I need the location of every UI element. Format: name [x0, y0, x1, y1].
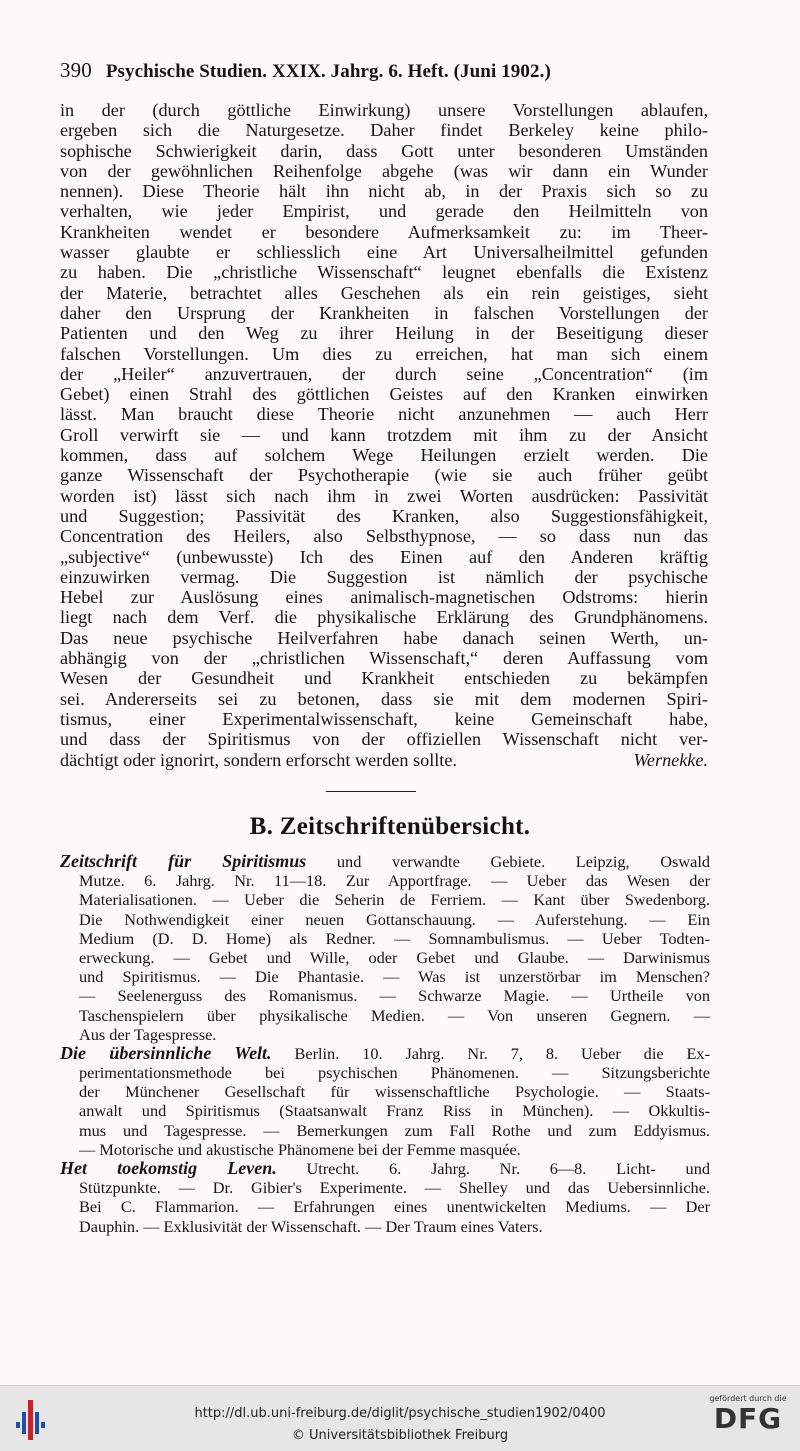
- body-line: Hebel zur Auslösung eines animalisch-magnetischen Odstroms: hierin: [60, 587, 708, 608]
- author-signature: Wernekke.: [633, 749, 708, 770]
- body-line-text: dächtigt oder ignorirt, sondern erforscht werden sollte.: [60, 749, 457, 770]
- review-line: perimentationsmethode bei psychischen Phänomenen. — Sitzungsberichte: [79, 1063, 710, 1083]
- body-line: nennen). Diese Theorie hält ihn nicht ab, in der Praxis sich so zu: [60, 181, 708, 202]
- body-line: Gebet) einen Strahl des göttlichen Geistes auf den Kranken einwirken: [60, 384, 708, 405]
- review-first-line: [60, 1044, 710, 1063]
- review-line: Stützpunkte. — Dr. Gibier's Experimente. — Shelley und das Uebersinnliche.: [79, 1178, 710, 1198]
- journal-review: [60, 1159, 710, 1236]
- body-line: der „Heiler“ anzuvertrauen, der durch seine „Concentration“ (im: [60, 363, 708, 384]
- review-line: — Motorische und akustische Phänomene bei der Femme masquée.: [79, 1139, 521, 1159]
- section-divider: [326, 791, 416, 792]
- review-line: erweckung. — Gebet und Wille, oder Gebet und Glaube. — Darwinismus: [79, 947, 710, 967]
- body-line: ergeben sich die Naturgesetze. Daher findet Berkeley keine philo-: [60, 120, 708, 141]
- review-line: — Seelenerguss des Romanismus. — Schwarze Magie. — Urtheile von: [79, 986, 710, 1006]
- source-url-link[interactable]: http://dl.ub.uni-freiburg.de/diglit/psychische_studien1902/0400: [194, 1406, 606, 1421]
- review-line: Taschenspielern über physikalische Medien. — Von unseren Gegnern. —: [79, 1005, 710, 1025]
- copyright-notice: © Universitätsbibliothek Freiburg: [291, 1428, 509, 1443]
- review-text: und verwandte Gebiete. Leipzig, Oswald: [336, 852, 710, 871]
- review-line: mus und Tagespresse. — Bemerkungen zum Fall Rothe und zum Eddyismus.: [79, 1120, 710, 1140]
- body-line: kommen, dass auf solchem Wege Heilungen erzielt werden. Die: [60, 445, 708, 466]
- article-body: [60, 100, 708, 770]
- body-line: sophische Schwierigkeit darin, dass Gott unter besonderen Umständen: [60, 140, 708, 161]
- journal-title: Die übersinnliche Welt.: [60, 1043, 272, 1063]
- review-line: anwalt und Spiritismus (Staatsanwalt Franz Riss in München). — Okkultis-: [79, 1101, 710, 1121]
- body-line: Krankheiten wendet er besondere Aufmerksamkeit zu: im Theer-: [60, 221, 708, 242]
- body-line: und dass der Spiritismus von der offiziellen Wissenschaft nicht ver-: [60, 729, 708, 750]
- body-line: verhalten, wie jeder Empirist, und gerade den Heilmitteln von: [60, 201, 708, 222]
- body-line: in der (durch göttliche Einwirkung) unsere Vorstellungen ablaufen,: [60, 100, 708, 120]
- body-line: daher den Ursprung der Krankheiten in falschen Vorstellungen der: [60, 302, 708, 323]
- body-line: der Materie, betrachtet alles Geschehen als ein rein geistiges, sieht: [60, 282, 708, 303]
- journal-review-list: [60, 852, 710, 1236]
- review-line: Die Nothwendigkeit einer neuen Gottanschauung. — Auferstehung. — Ein: [79, 909, 710, 929]
- body-line: Wesen der Gesundheit und Krankheit entschieden zu bekämpfen: [60, 668, 708, 689]
- body-line: einzuwirken vermag. Die Suggestion ist nämlich der psychische: [60, 566, 708, 587]
- journal-title: Het toekomstig Leven.: [60, 1159, 277, 1178]
- review-text: Utrecht. 6. Jahrg. Nr. 6—8. Licht- und: [306, 1159, 710, 1178]
- journal-review: [60, 852, 710, 1044]
- dfg-logo-text: DFG: [713, 1402, 783, 1435]
- body-line: Patienten und den Weg zu ihrer Heilung in der Beseitigung dieser: [60, 323, 708, 344]
- body-line: liegt nach dem Verf. die physikalische Erklärung des Grundphänomens.: [60, 607, 708, 628]
- body-line: von der gewöhnlichen Reihenfolge abgehe (was wir dann ein Wunder: [60, 160, 708, 181]
- body-line: abhängig von der „christlichen Wissenschaft,“ deren Auffassung vom: [60, 648, 708, 669]
- review-first-line: [60, 1159, 710, 1178]
- body-line: Das neue psychische Heilverfahren habe danach seinen Werth, un-: [60, 627, 708, 648]
- review-line: Mutze. 6. Jahrg. Nr. 11—18. Zur Apportfrage. — Ueber das Wesen der: [79, 871, 710, 891]
- body-line: sei. Andererseits sei zu betonen, dass sie mit dem modernen Spiri-: [60, 688, 708, 709]
- review-line: und Spiritismus. — Die Phantasie. — Was ist unzerstörbar im Menschen?: [79, 967, 710, 987]
- body-line: falschen Vorstellungen. Um dies zu erreichen, hat man sich einem: [60, 343, 708, 364]
- body-line: lässt. Man braucht diese Theorie nicht anzunehmen — auch Herr: [60, 404, 708, 425]
- body-line: tismus, einer Experimentalwissenschaft, keine Gemeinschaft habe,: [60, 708, 708, 729]
- running-title: Psychische Studien. XXIX. Jahrg. 6. Heft. (Juni 1902.): [105, 61, 551, 82]
- review-first-line: [60, 852, 710, 871]
- body-line: worden ist) lässt sich nach ihm in zwei Worten ausdrücken: Passivität: [60, 485, 708, 506]
- journal-title: Zeitschrift für Spiritismus: [60, 852, 307, 871]
- section-heading: B. Zeitschriftenübersicht.: [249, 813, 531, 840]
- body-line: und Suggestion; Passivität des Kranken, also Suggestionsfähigkeit,: [60, 505, 708, 526]
- body-line: wasser glaubte er schliesslich eine Art Universalheilmittel gefunden: [60, 242, 708, 263]
- review-line: Medium (D. D. Home) als Redner. — Somnambulismus. — Ueber Todten-: [79, 928, 710, 948]
- body-line: Concentration des Heilers, also Selbsthypnose, — so dass nun das: [60, 526, 708, 547]
- viewer-footer: [0, 1385, 800, 1451]
- review-line: Bei C. Flammarion. — Erfahrungen eines unentwickelten Mediums. — Der: [79, 1197, 710, 1217]
- review-line-last: Aus der Tagespresse.: [79, 1024, 217, 1044]
- review-text: Berlin. 10. Jahrg. Nr. 7, 8. Ueber die Ex-: [294, 1043, 710, 1063]
- review-line: Materialisationen. — Ueber die Seherin de Ferriem. — Kant über Swedenborg.: [79, 890, 710, 910]
- journal-review: [60, 1044, 710, 1159]
- body-line: ganze Wissenschaft der Psychotherapie (wie sie auch früher geübt: [60, 465, 708, 486]
- review-line-last: Dauphin. — Exklusivität der Wissenschaft. — Der Traum eines Vaters.: [79, 1216, 543, 1236]
- page-number: 390: [60, 58, 92, 82]
- body-line: „subjective“ (unbewusste) Ich des Einen auf den Anderen kräftig: [60, 546, 708, 567]
- body-line: zu haben. Die „christliche Wissenschaft“ leugnet ebenfalls die Existenz: [60, 262, 708, 283]
- review-line: der Münchener Gesellschaft für wissenschaftliche Psychologie. — Staats-: [79, 1082, 710, 1102]
- dfg-logo: [706, 1394, 790, 1435]
- body-line-last: [60, 750, 708, 770]
- running-header: [60, 58, 720, 83]
- body-line: Groll verwirft sie — und kann trotzdem mit ihm zu der Ansicht: [60, 424, 708, 445]
- dfg-funding-label: gefördert durch die: [709, 1394, 787, 1403]
